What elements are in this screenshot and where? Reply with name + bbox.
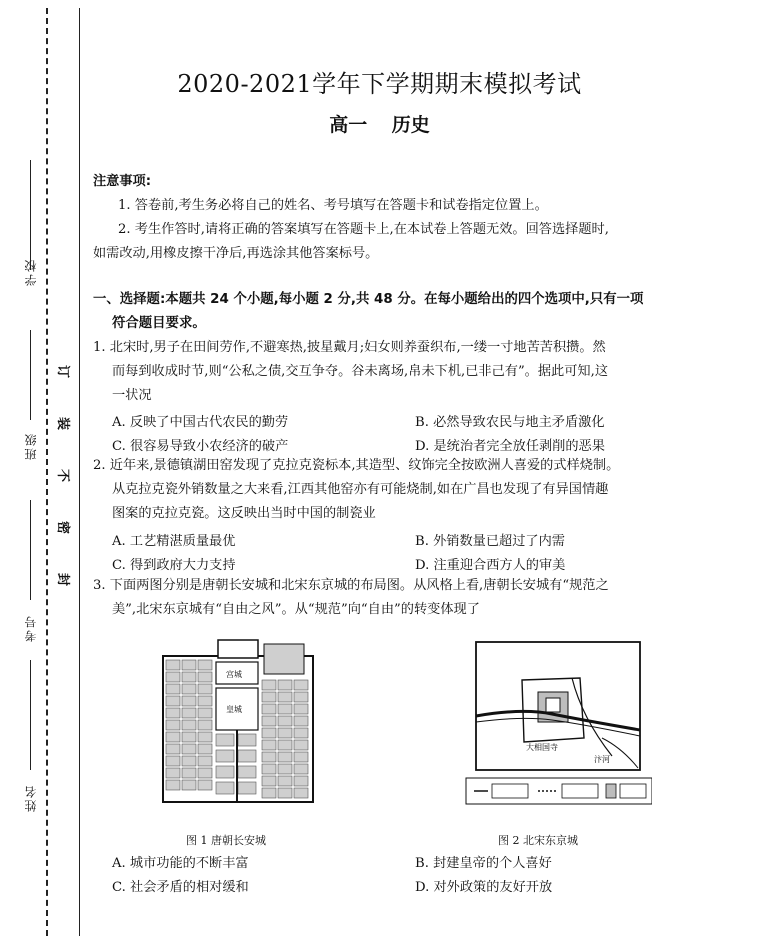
seal-char: 订 <box>55 364 71 379</box>
question-2-option-d[interactable]: D. 注重迎合西方人的审美 <box>415 558 566 573</box>
question-3-option-c[interactable]: C. 社会矛盾的相对缓和 <box>112 880 249 895</box>
class-blank <box>30 330 31 420</box>
question-2-stem: 从克拉克瓷外销数量之大来看,江西其他窑亦有可能烧制,如在广昌也发现了有异国情趣 <box>112 482 609 497</box>
question-3-stem: 美”,北宋东京城有“自由之风”。从“规范”向“自由”的转变体现了 <box>112 602 480 617</box>
fig2-label-temple: 大相国寺 <box>526 743 558 752</box>
seal-char: 密 <box>55 520 71 535</box>
question-2-option-b[interactable]: B. 外销数量已超过了内需 <box>415 534 565 549</box>
cut-line <box>79 8 80 936</box>
question-3-option-d[interactable]: D. 对外政策的友好开放 <box>415 880 553 895</box>
seal-char: 不 <box>55 468 71 483</box>
name-label: 姓名 <box>24 784 38 812</box>
fig2-label-river: 汴河 <box>594 755 610 764</box>
seal-char: 封 <box>55 572 71 587</box>
exam-no-blank <box>30 500 31 600</box>
question-3-stem: 3. 下面两图分别是唐朝长安城和北宋东京城的布局图。从风格上看,唐朝长安城有“规范之 <box>93 578 609 593</box>
section-heading-cont: 符合题目要求。 <box>112 316 206 331</box>
question-1-option-b[interactable]: B. 必然导致农民与地主矛盾激化 <box>415 415 605 430</box>
name-blank <box>30 660 31 770</box>
fold-line <box>46 8 48 936</box>
question-2-option-c[interactable]: C. 得到政府大力支持 <box>112 558 236 573</box>
question-1-option-c[interactable]: C. 很容易导致小农经济的破产 <box>112 439 289 454</box>
class-label: 班级 <box>24 432 38 460</box>
question-1-option-d[interactable]: D. 是统治者完全放任剥削的恶果 <box>415 439 605 454</box>
question-3-option-a[interactable]: A. 城市功能的不断丰富 <box>112 856 249 871</box>
question-1-stem: 一状况 <box>112 388 152 403</box>
question-2-stem: 图案的克拉克瓷。这反映出当时中国的制瓷业 <box>112 506 376 521</box>
figure-1-caption: 图 1 唐朝长安城 <box>186 834 266 847</box>
question-1-stem: 1. 北宋时,男子在田间劳作,不避寒热,披星戴月;妇女则养蚕织布,一缕一寸地苦苦积攒。然 <box>93 340 606 355</box>
fig1-label-palace: 宫城 <box>226 670 242 679</box>
figure-2-dongjing-map <box>462 638 652 808</box>
question-3-option-b[interactable]: B. 封建皇帝的个人喜好 <box>415 856 552 871</box>
school-blank <box>30 160 31 270</box>
fig1-label-imperial: 皇城 <box>226 705 242 714</box>
school-label: 学校 <box>24 258 38 286</box>
notice-item-2-cont: 如需改动,用橡皮擦干净后,再选涂其他答案标号。 <box>93 246 379 261</box>
exam-no-label: 考号 <box>24 614 38 642</box>
section-heading: 一、选择题:本题共 24 个小题,每小题 2 分,共 48 分。在每小题给出的四个选项中,只有一项 <box>93 292 644 307</box>
page-subtitle: 高一 历史 <box>329 114 430 136</box>
figure-1-changan-map <box>158 636 318 804</box>
notice-heading: 注意事项: <box>93 174 152 189</box>
page-title: 2020-2021学年下学期期末模拟考试 <box>177 70 582 98</box>
question-2-stem: 2. 近年来,景德镇湖田窑发现了克拉克瓷标本,其造型、纹饰完全按欧洲人喜爱的式样烧制。 <box>93 458 620 473</box>
question-1-stem: 而每到收成时节,则“公私之债,交互争夺。谷未离场,帛未下机,已非己有”。据此可知,这 <box>112 364 609 379</box>
question-2-option-a[interactable]: A. 工艺精湛质量最优 <box>112 534 236 549</box>
question-1-option-a[interactable]: A. 反映了中国古代农民的勤劳 <box>112 415 289 430</box>
notice-item-1: 1. 答卷前,考生务必将自己的姓名、考号填写在答题卡和试卷指定位置上。 <box>118 198 548 213</box>
figure-2-caption: 图 2 北宋东京城 <box>498 834 578 847</box>
seal-char: 装 <box>55 416 71 431</box>
notice-item-2: 2. 考生作答时,请将正确的答案填写在答题卡上,在本试卷上答题无效。回答选择题时, <box>118 222 609 237</box>
